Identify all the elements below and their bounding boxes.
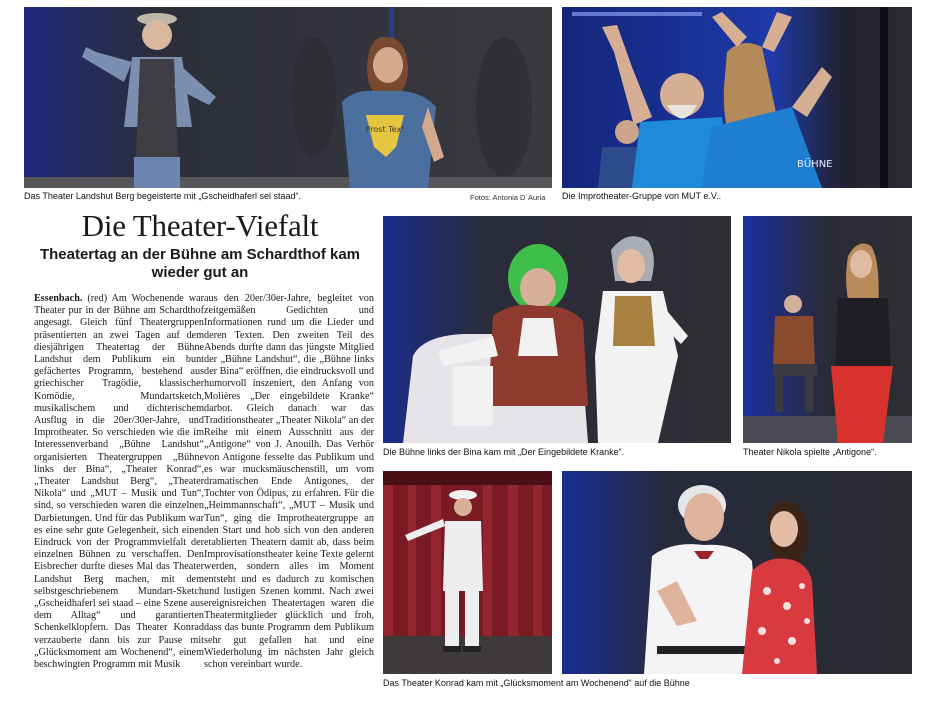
caption-mut: Die Improtheater-Gruppe von MUT e.V.. [562, 191, 722, 201]
photo-konrad-curtain [383, 471, 552, 674]
caption-konrad: Das Theater Konrad kam mit „Glücksmoment am Wochenend“ auf die Bühne [383, 678, 690, 688]
article-text-2: aus den 20er/30er-Jahre, begleitet von zeitgemäßen Gedichten und Informationen rund um die Lieder und deren Texten. Den zweiten Teil des Abends durfte dann das jüngste Mitglied der „Bühne Landshut“, die „Bühne links der Bina“ eröffnen, die eindrucksvoll und humorvoll inszeniert, den Anfang von Molières „Der eingebildete Kranke“ darbot. Gleich danach war das Traditionstheater „Theater Nikola“ an der Reihe mit einem Ausschnitt aus der „Antigone“ von J. Anouilh. Das Verhör von Antigone fesselte das Publikum und es war mucksmäuschenstill, um vom dramatischen Ende Antigones, der Tochter von Ödipus, zu erfahren. Für die „Heimmannschaft“, „MUT – Musik und Tun“, ging die Improtheatergruppe an den Start und hob sich von den anderen etablierten Theatern damit ab, dass beim Improvisationstheater keine Texte gelernt werden, sondern alles im Moment entsteht und es dadurch zu komischen und lustigen Szenen kommt. Nach zwei ereignisreichen Theatertagen waren die Theatermitglieder glücklich und froh, dass das bunte Programm dem Publikum sehr gut gefallen hat und eine Wiederholung im nächsten Jahr gleich schon vereinbart wurde. [204, 293, 374, 671]
article-column-1 [34, 293, 204, 671]
article-text-1: (red) Am Wochenende war Theater pur in der Bühne am Schardthof angesagt. Gleich fünf Theatergruppen präsentierten an zwei Tagen auf dem diesjährigen Theatertag der Bühne Landshut dem Publikum ein bunt gefächertes Programm, bestehend aus griechischer Tragödie, klassischer Komödie, Mundartsketch, musikalischem und dichterischem Ausflug in die 20er/30er-Jahre, und Improtheater. So verschieden wie die im Interessenverband „Bühne Landshut“ organisierten Theatergruppen „Bühne links der Bina“, „Theater Konrad“, „Theater Landshut Berg“, „Theater Nikola“ und „MUT – Musik und Tun“, sind, so verschieden waren die einzelnen Darbietungen. Und für das Publikum war es eine sehr gute Gelegenheit, sich einen Eindruck von der Programmvielfalt der einzelnen Bühnen zu verschaffen. Den Eisbrecher durfte dieses Mal das Theater Landshut Berg machen, mit dem selbstgeschriebenem Mundart-Sketch „Gscheidhaferl sei staad – eine Szene aus dem Alltag“ und garantierten Schenkelklopfern. Das Theater Konrad verzauberte dann bis zur Pause mit „Glücksmoment am Wochenend“, einem beschwingten Programm mit Musik [34, 293, 205, 671]
photo-landshut-berg [24, 7, 552, 188]
caption-landshut-berg: Das Theater Landshut Berg begeisterte mit „Gscheidhaferl sei staad“. [24, 191, 301, 201]
svg-text:BÜHNE: BÜHNE [797, 159, 833, 170]
article-column-2 [204, 293, 374, 671]
caption-nikola: Theater Nikola spielte „Antigone“. [743, 447, 877, 457]
photo-mut [562, 7, 912, 188]
article-headline: Die Theater-Viefalt [81, 208, 319, 243]
svg-text:Prost Tex!: Prost Tex! [365, 125, 405, 134]
photo-credit: Fotos: Antonia D´Auria [470, 193, 546, 202]
article-subheadline: Theatertag an der Bühne am Schardthof kam wieder gut an [39, 246, 361, 281]
caption-bina: Die Bühne links der Bina kam mit „Der Eingebildete Kranke“. [383, 447, 625, 457]
dateline: Essenbach. [34, 293, 83, 304]
photo-konrad-duo [562, 471, 912, 674]
photo-nikola [743, 216, 912, 443]
photo-bina [383, 216, 731, 443]
